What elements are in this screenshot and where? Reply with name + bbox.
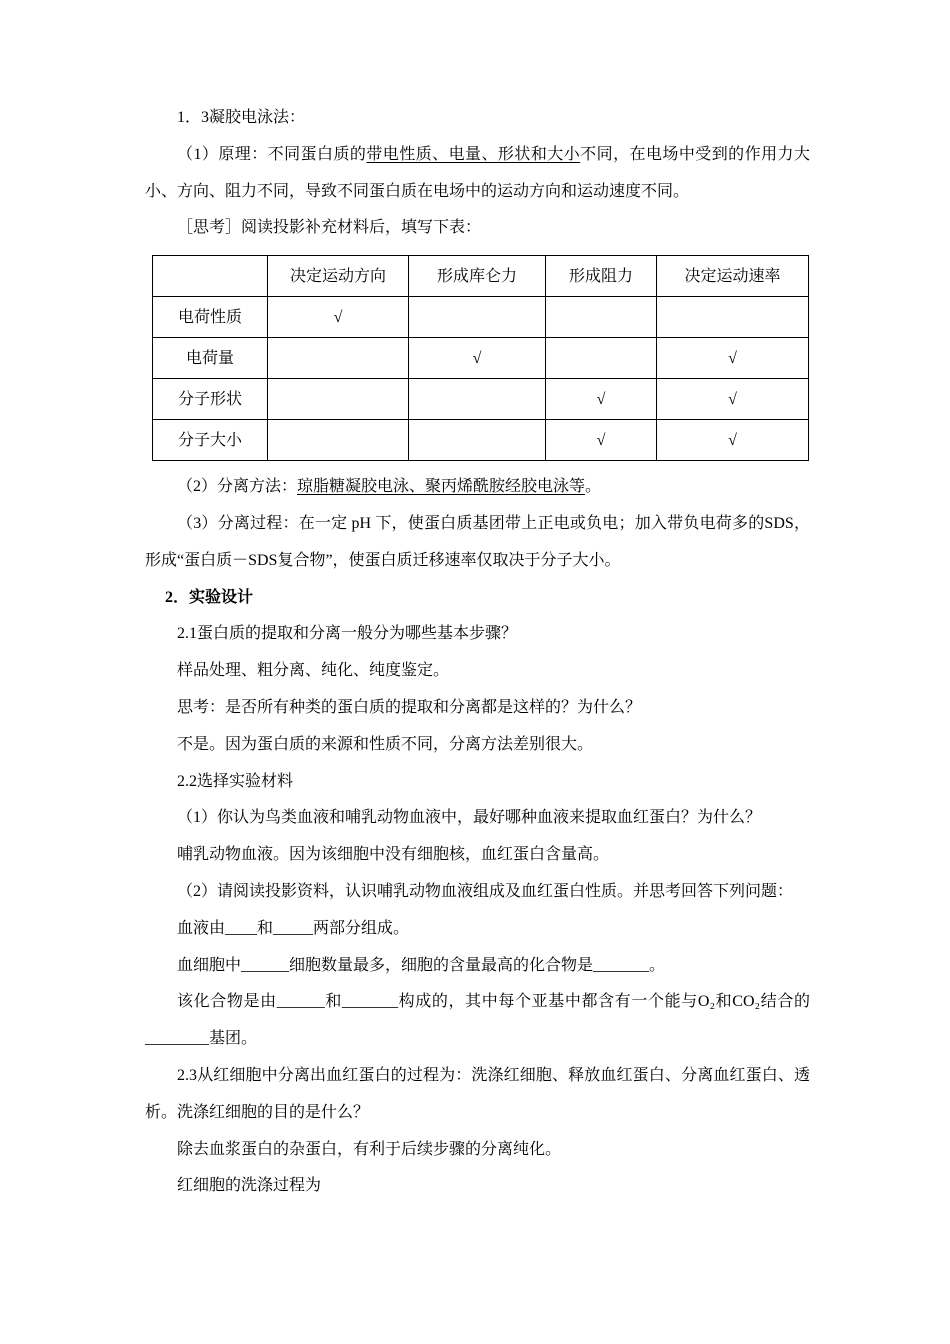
- answer-2-1: 样品处理、粗分离、纯化、纯度鉴定。: [177, 662, 450, 680]
- table-header-cell-coulomb: 形成库仑力: [409, 256, 546, 297]
- table-cell: √: [657, 420, 809, 461]
- answer-2-3: 除去血浆蛋白的杂蛋白，有利于后续步骤的分离纯化。: [177, 1140, 562, 1158]
- think-fill-table-prompt: ［思考］阅读投影补充材料后，填写下表：: [177, 219, 482, 237]
- principle-underlined-text: 带电性质、电量、形状和大小: [366, 145, 581, 163]
- table-header-cell-blank: [153, 256, 268, 297]
- method-underlined-text: 琼脂糖凝胶电泳、聚丙烯酰胺经胶电泳等: [297, 478, 586, 496]
- table-row-molecule-shape: [153, 379, 809, 420]
- answer-2-2-1: 哺乳动物血液。因为该细胞中没有细胞核，血红蛋白含量高。: [177, 846, 610, 864]
- row-label: 分子大小: [153, 420, 268, 461]
- table-cell: √: [657, 338, 809, 379]
- table-cell: √: [409, 338, 546, 379]
- table-cell: [268, 420, 409, 461]
- table-cell: [546, 338, 657, 379]
- table-row-molecule-size: [153, 420, 809, 461]
- section-2-2-heading: 2.2选择实验材料: [177, 772, 294, 790]
- principle-text-post: 不同，在电场中受到的作用力大小、方向、阻力不同，导致不同蛋白质在电场中的运动方向和运动速度不同。: [145, 145, 810, 200]
- electrophoresis-factors-table: [152, 255, 809, 461]
- method-text-post: 。: [585, 478, 602, 496]
- table-cell: [409, 379, 546, 420]
- fill-blank-blood-composition: 血液由____和_____两部分组成。: [177, 919, 410, 937]
- table-header-row: [153, 256, 809, 297]
- question-2-2-1: （1）你认为鸟类血液和哺乳动物血液中，最好哪种血液来提取血红蛋白？为什么？: [177, 809, 762, 827]
- fill-blank-compound: 该化合物是由______和_______构成的，其中每个亚基中都含有一个能与O₂和CO₂结合的________基团。: [145, 993, 810, 1048]
- table-cell: [546, 297, 657, 338]
- row-label: 电荷性质: [153, 297, 268, 338]
- question-2-2-2: （2）请阅读投影资料，认识哺乳动物血液组成及血红蛋白性质。并思考回答下列问题：: [177, 882, 794, 900]
- principle-text-pre: （1）原理：不同蛋白质的: [177, 145, 367, 163]
- table-cell: √: [268, 297, 409, 338]
- think-question-2-1: 思考：是否所有种类的蛋白质的提取和分离都是这样的？为什么？: [177, 698, 642, 716]
- method-text-pre: （2）分离方法：: [177, 478, 298, 496]
- think-answer-2-1: 不是。因为蛋白质的来源和性质不同，分离方法差别很大。: [177, 735, 594, 753]
- table-header-cell-speed: 决定运动速率: [657, 256, 809, 297]
- table-header-cell-direction: 决定运动方向: [268, 256, 409, 297]
- table-cell: [409, 420, 546, 461]
- table-cell: [657, 297, 809, 338]
- fill-blank-blood-cells: 血细胞中______细胞数量最多，细胞的含量最高的化合物是_______。: [177, 956, 666, 974]
- separation-process-paragraph: （3）分离过程：在一定 pH 下，使蛋白质基团带上正电或负电；加入带负电荷多的SDS，形成“蛋白质－SDS复合物”，使蛋白质迁移速率仅取决于分子大小。: [145, 514, 810, 569]
- question-2-3: 2.3从红细胞中分离出血红蛋白的过程为：洗涤红细胞、释放血红蛋白、分离血红蛋白、透析。洗涤红细胞的目的是什么？: [145, 1066, 810, 1121]
- table-cell: [268, 379, 409, 420]
- table-cell: √: [546, 379, 657, 420]
- table-row-charge-amount: [153, 338, 809, 379]
- table-header-cell-resistance: 形成阻力: [546, 256, 657, 297]
- washing-process-lead-in: 红细胞的洗涤过程为: [177, 1177, 322, 1195]
- table-cell: [409, 297, 546, 338]
- separation-method-paragraph: [145, 469, 810, 506]
- section-1-3-heading: 1．3凝胶电泳法：: [177, 109, 306, 126]
- table-cell: √: [657, 379, 809, 420]
- table-cell: √: [546, 420, 657, 461]
- table-cell: [268, 338, 409, 379]
- question-2-1: 2.1蛋白质的提取和分离一般分为哪些基本步骤？: [177, 625, 518, 643]
- row-label: 分子形状: [153, 379, 268, 420]
- row-label: 电荷量: [153, 338, 268, 379]
- table-row-charge-property: [153, 297, 809, 338]
- principle-paragraph: [145, 137, 810, 211]
- section-2-heading: 2．实验设计: [165, 588, 254, 606]
